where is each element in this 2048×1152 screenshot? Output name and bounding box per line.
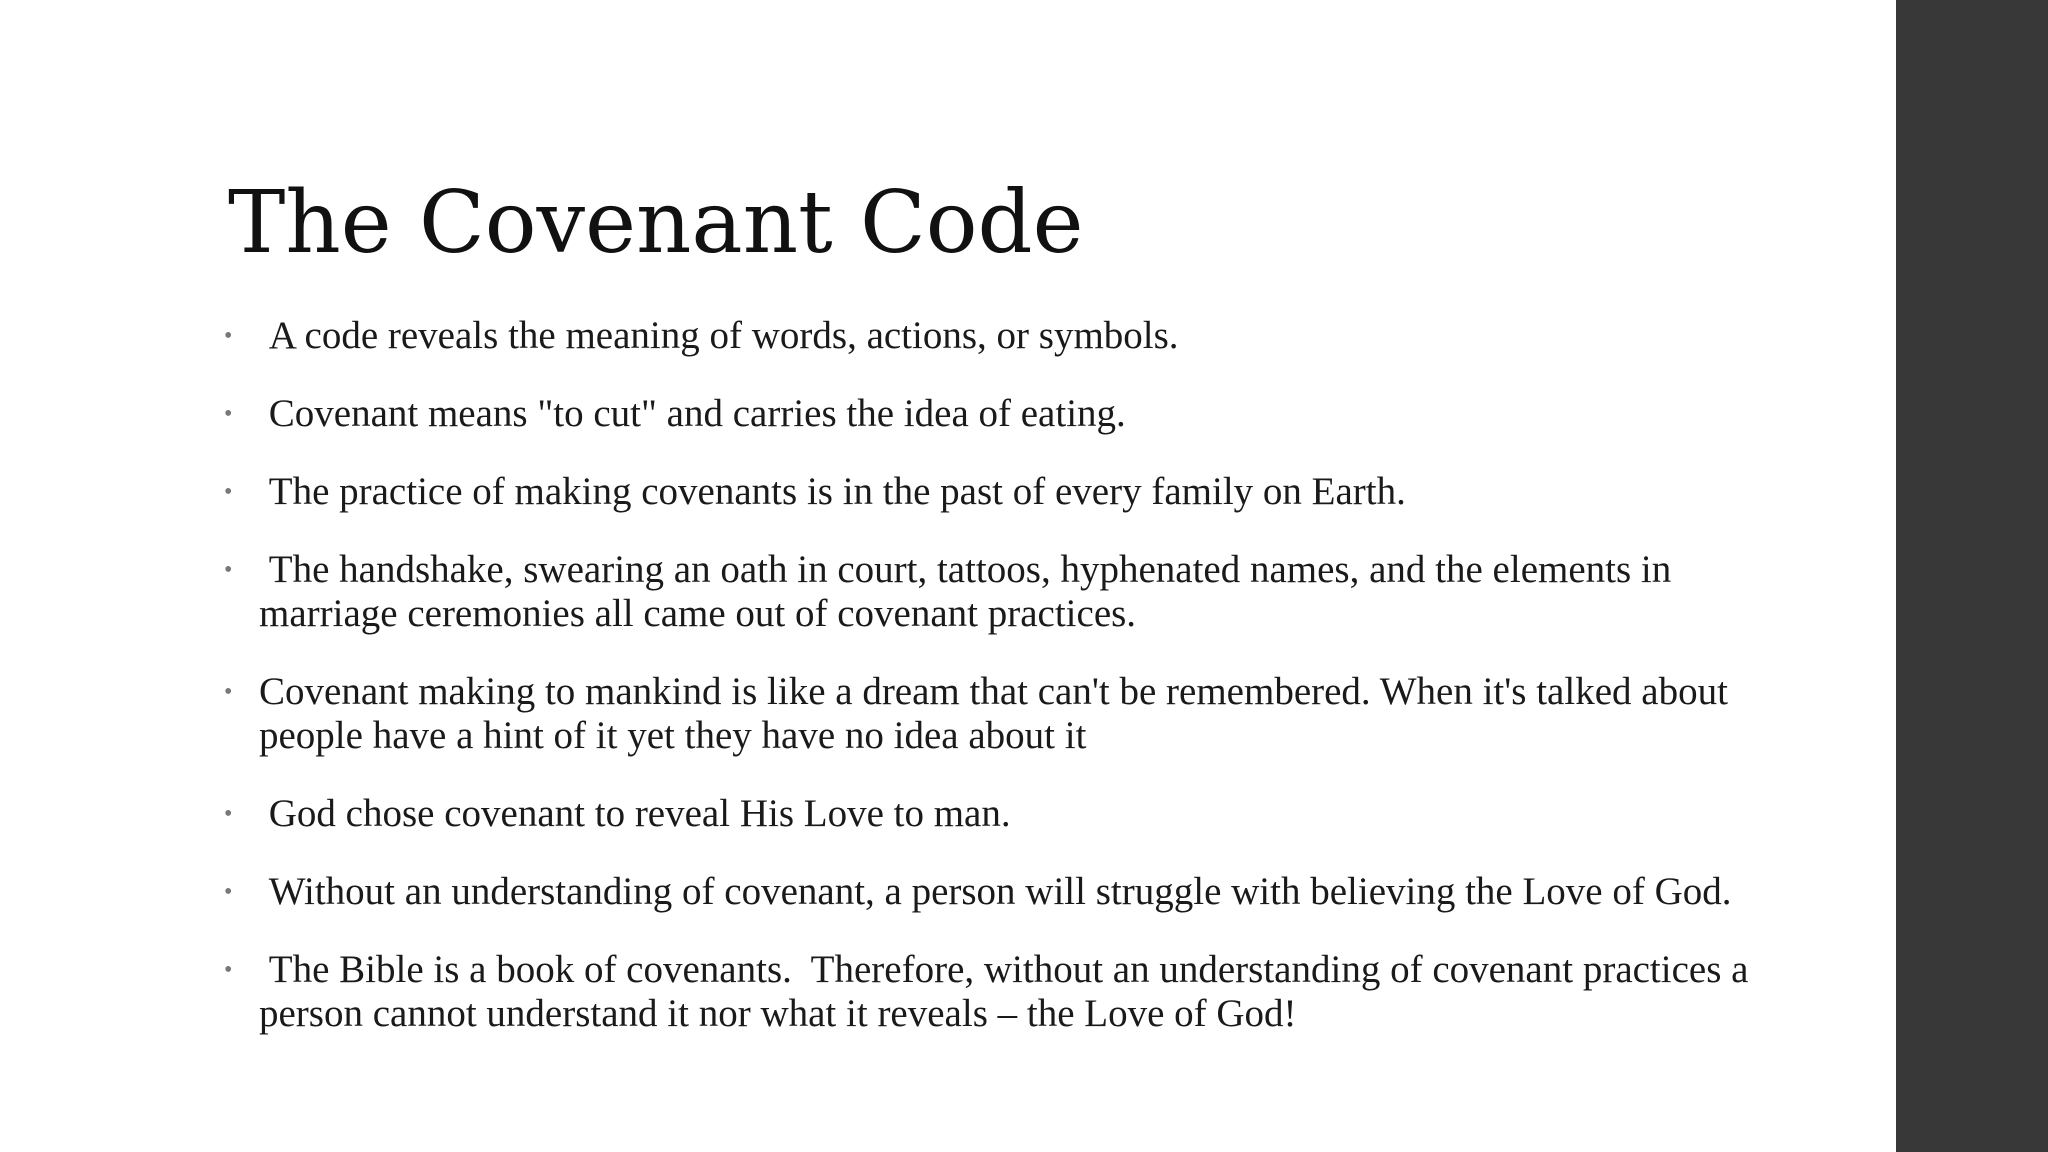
bullet-item — [224, 870, 1764, 914]
bullet-text: The practice of making covenants is in the past of every family on Earth. — [259, 470, 1406, 513]
bullet-dot-icon: • — [224, 879, 233, 905]
slide-title: The Covenant Code — [228, 173, 1084, 273]
bullet-dot-icon: • — [224, 401, 233, 427]
bullet-list — [224, 314, 1764, 1070]
bullet-text: The handshake, swearing an oath in court, tattoos, hyphenated names, and the elements in marriage ceremonies all came out of covenant practices. — [259, 548, 1681, 635]
bullet-item — [224, 670, 1764, 758]
bullet-item — [224, 548, 1764, 636]
bullet-item — [224, 392, 1764, 436]
bullet-text: Without an understanding of covenant, a person will struggle with believing the Love of God. — [259, 870, 1732, 913]
bullet-text: Covenant means "to cut" and carries the idea of eating. — [259, 392, 1126, 435]
bullet-dot-icon: • — [224, 957, 233, 983]
bullet-text: The Bible is a book of covenants. Therefore, without an understanding of covenant practices a person cannot understand it nor what it reveals – the Love of God! — [259, 948, 1759, 1035]
bullet-item — [224, 792, 1764, 836]
bullet-item — [224, 470, 1764, 514]
side-accent-bar — [1896, 0, 2048, 1152]
bullet-dot-icon: • — [224, 479, 233, 505]
bullet-text: A code reveals the meaning of words, actions, or symbols. — [259, 314, 1179, 357]
bullet-dot-icon: • — [224, 801, 233, 827]
bullet-item — [224, 948, 1764, 1036]
bullet-item — [224, 314, 1764, 358]
bullet-text: God chose covenant to reveal His Love to man. — [259, 792, 1011, 835]
bullet-dot-icon: • — [224, 323, 233, 349]
bullet-text: Covenant making to mankind is like a dream that can't be remembered. When it's talked about people have a hint of it yet they have no idea about it — [259, 670, 1738, 757]
bullet-dot-icon: • — [224, 679, 233, 705]
bullet-dot-icon: • — [224, 557, 233, 583]
